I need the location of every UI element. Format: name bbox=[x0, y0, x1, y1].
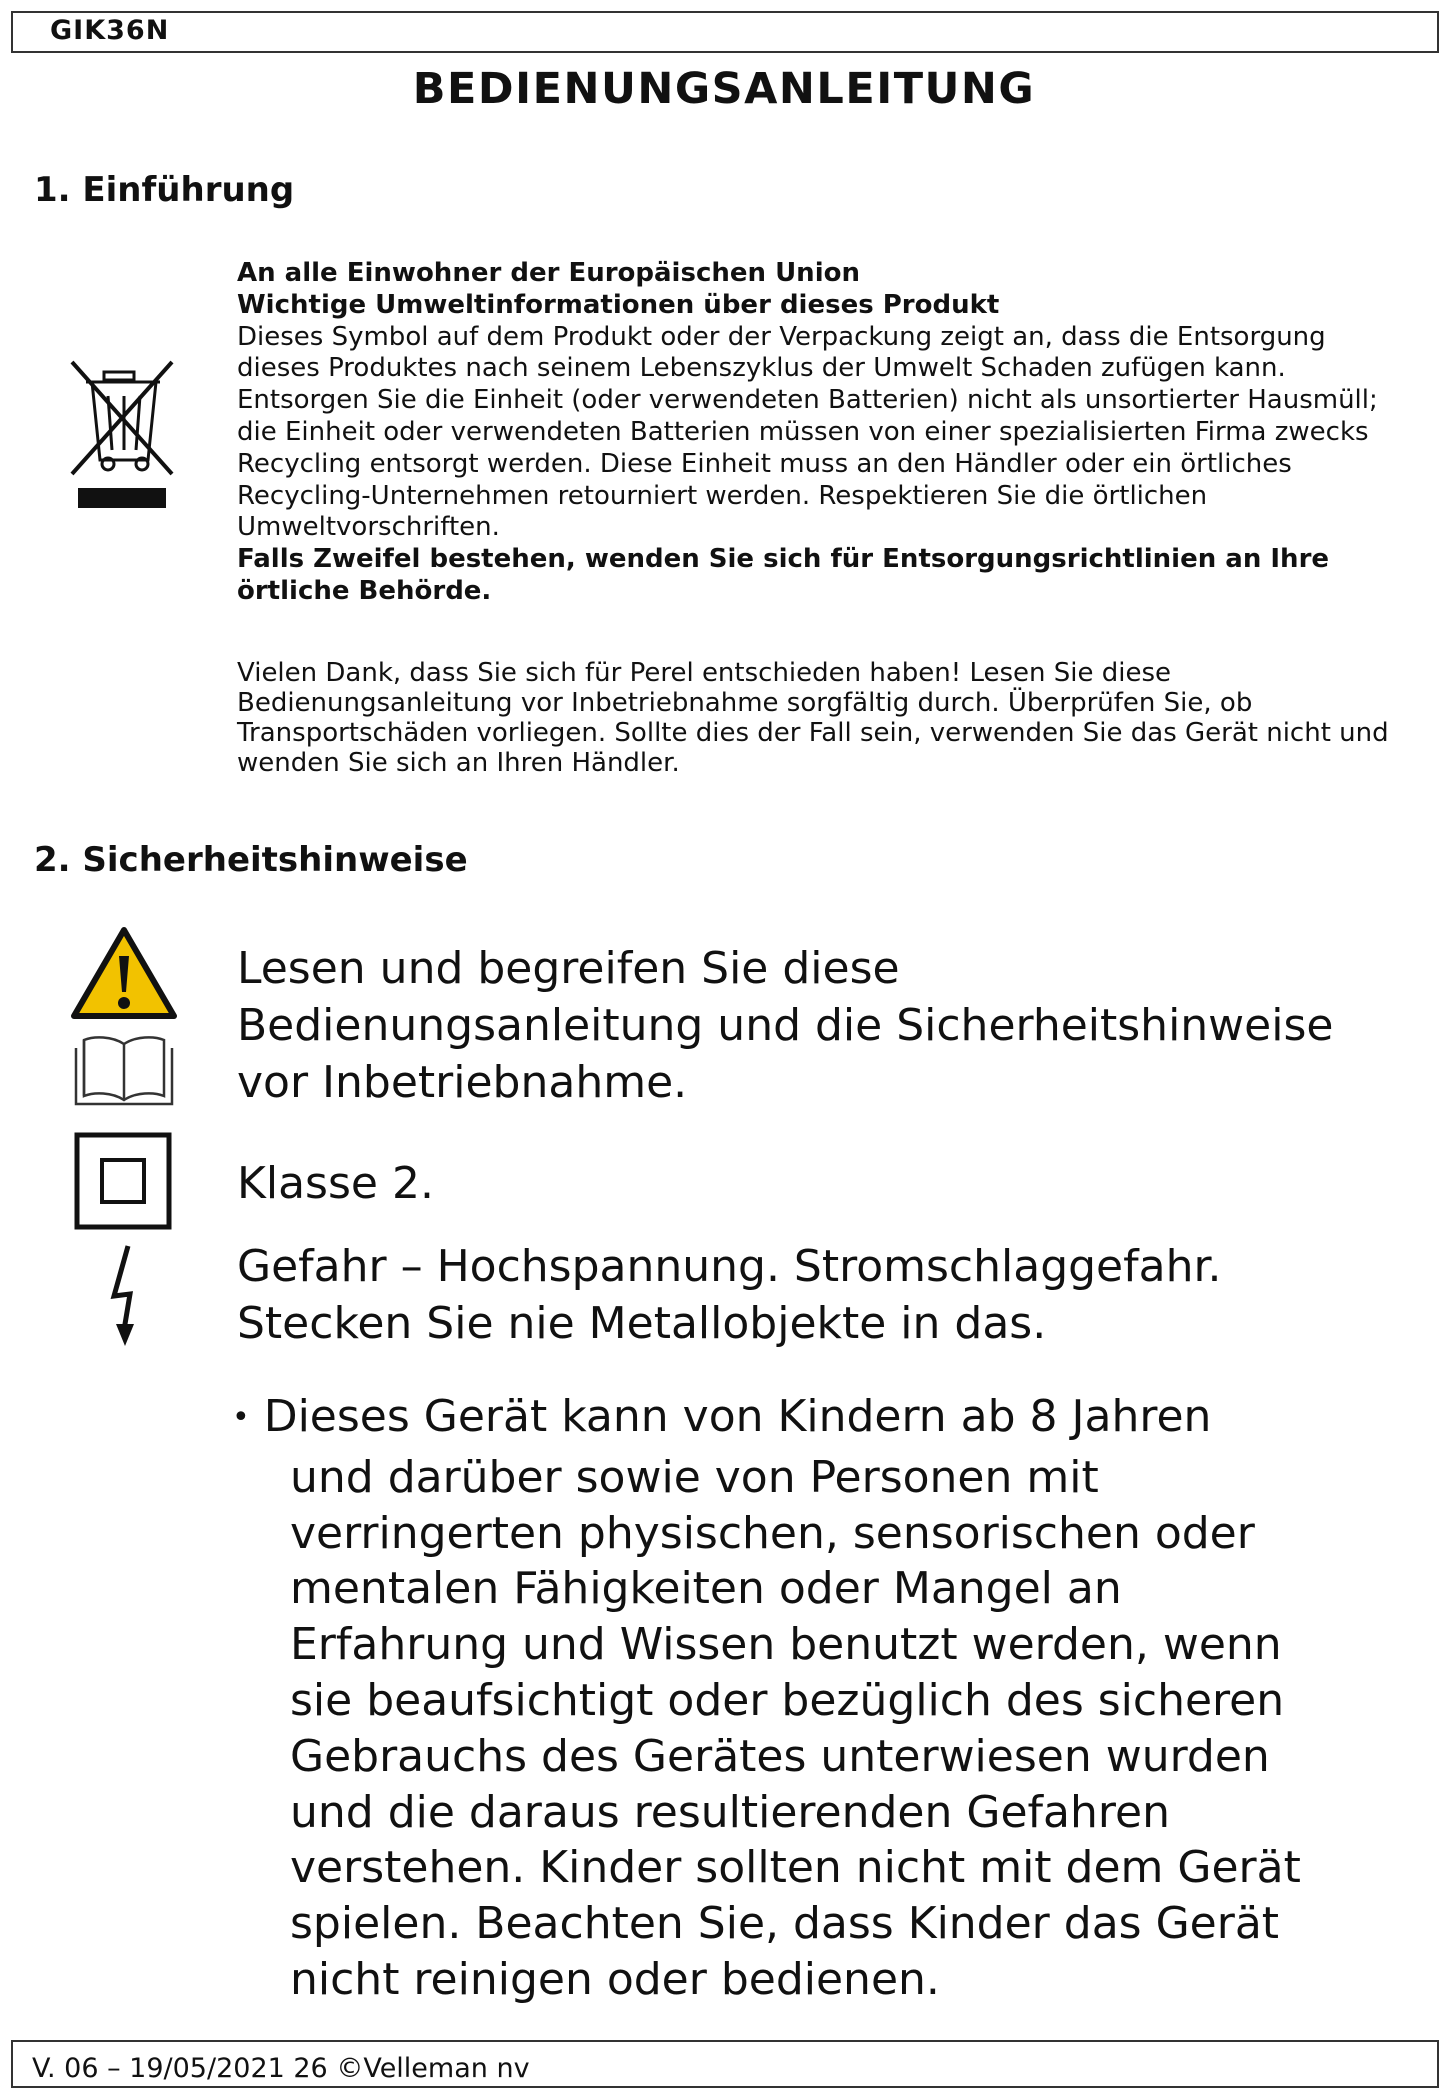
weee-line: die Einheit oder verwendeten Batterien müssen von einer spezialisierten Firma zwecks bbox=[237, 416, 1369, 447]
bullet-line: nicht reinigen oder bedienen. bbox=[290, 1953, 940, 2005]
bullet-marker: • bbox=[232, 1400, 250, 1435]
document-title: BEDIENUNGSANLEITUNG bbox=[412, 64, 1036, 114]
bullet-line: Erfahrung und Wissen benutzt werden, wenn bbox=[290, 1619, 1282, 1671]
section-heading-introduction: 1. Einführung bbox=[34, 170, 295, 210]
thanks-line: Vielen Dank, dass Sie sich für Perel entschieden haben! Lesen Sie diese bbox=[237, 658, 1172, 688]
weee-line: Umweltvorschriften. bbox=[237, 512, 500, 543]
readme-line: Bedienungsanleitung und die Sicherheitshinweise bbox=[237, 1000, 1334, 1051]
class-2-label: Klasse 2. bbox=[237, 1158, 434, 1209]
weee-line: dieses Produktes nach seinem Lebenszyklus der Umwelt Schaden zufügen kann. bbox=[237, 353, 1286, 384]
bullet-line: verstehen. Kinder sollten nicht mit dem Gerät bbox=[290, 1842, 1301, 1894]
weee-notice bbox=[237, 258, 1378, 608]
weee-line: Recycling entsorgt werden. Diese Einheit muss an den Händler oder ein örtliches bbox=[237, 448, 1292, 479]
high-voltage-warning bbox=[237, 1238, 1222, 1352]
bullet-continuation bbox=[232, 1450, 1301, 2008]
weee-line: An alle Einwohner der Europäischen Union bbox=[237, 258, 860, 288]
bullet-line: verringerten physischen, sensorischen oder bbox=[290, 1507, 1255, 1559]
bullet-line: sie beaufsichtigt oder bezüglich des sicheren bbox=[290, 1674, 1285, 1726]
readme-line: Lesen und begreifen Sie diese bbox=[237, 943, 900, 994]
thanks-line: Bedienungsanleitung vor Inbetriebnahme sorgfältig durch. Überprüfen Sie, ob bbox=[237, 688, 1253, 718]
bullet-line: und die daraus resultierenden Gefahren bbox=[290, 1786, 1170, 1838]
model-number: GIK36N bbox=[50, 15, 170, 46]
thanks-line: Transportschäden vorliegen. Sollte dies der Fall sein, verwenden Sie das Gerät nicht und bbox=[237, 718, 1389, 748]
weee-line: Entsorgen Sie die Einheit (oder verwendeten Batterien) nicht als unsortierter Hausmüll; bbox=[237, 385, 1378, 416]
weee-line: Falls Zweifel bestehen, wenden Sie sich für Entsorgungsrichtlinien an Ihre bbox=[237, 544, 1330, 575]
thank-you-notice bbox=[237, 658, 1389, 778]
weee-line: Dieses Symbol auf dem Produkt oder der Verpackung zeigt an, dass die Entsorgung bbox=[237, 321, 1326, 352]
high-voltage-line: Stecken Sie nie Metallobjekte in das. bbox=[237, 1298, 1047, 1349]
high-voltage-line: Gefahr – Hochspannung. Stromschlaggefahr. bbox=[237, 1241, 1222, 1292]
class-2-double-square-icon bbox=[74, 1132, 172, 1230]
children-safety-bullet bbox=[232, 1389, 1301, 2008]
weee-line: Recycling-Unternehmen retourniert werden. Respektieren Sie die örtlichen bbox=[237, 480, 1208, 511]
weee-line: örtliche Behörde. bbox=[237, 575, 492, 606]
bullet-line: Gebrauchs des Gerätes unterwiesen wurden bbox=[290, 1730, 1270, 1782]
bullet-line: und darüber sowie von Personen mit bbox=[290, 1451, 1099, 1503]
read-manual-notice bbox=[237, 940, 1333, 1111]
thanks-line: wenden Sie sich an Ihren Händler. bbox=[237, 748, 680, 778]
readme-line: vor Inbetriebnahme. bbox=[237, 1057, 688, 1108]
open-book-icon bbox=[72, 1030, 176, 1106]
header-box bbox=[11, 11, 1439, 53]
bullet-line: Dieses Gerät kann von Kindern ab 8 Jahren bbox=[249, 1391, 1212, 1442]
lightning-bolt-icon bbox=[104, 1244, 148, 1348]
weee-crossed-bin-icon bbox=[68, 358, 178, 513]
weee-line: Wichtige Umweltinformationen über dieses Produkt bbox=[237, 289, 1000, 320]
bullet-first-line bbox=[232, 1389, 1301, 1450]
bullet-line: spielen. Beachten Sie, dass Kinder das Gerät bbox=[290, 1898, 1280, 1950]
warning-triangle-icon bbox=[70, 926, 178, 1022]
section-heading-safety: 2. Sicherheitshinweise bbox=[34, 840, 468, 880]
footer-version-page: V. 06 – 19/05/2021 26 ©Velleman nv bbox=[32, 2053, 530, 2084]
bullet-line: mentalen Fähigkeiten oder Mangel an bbox=[290, 1563, 1122, 1615]
